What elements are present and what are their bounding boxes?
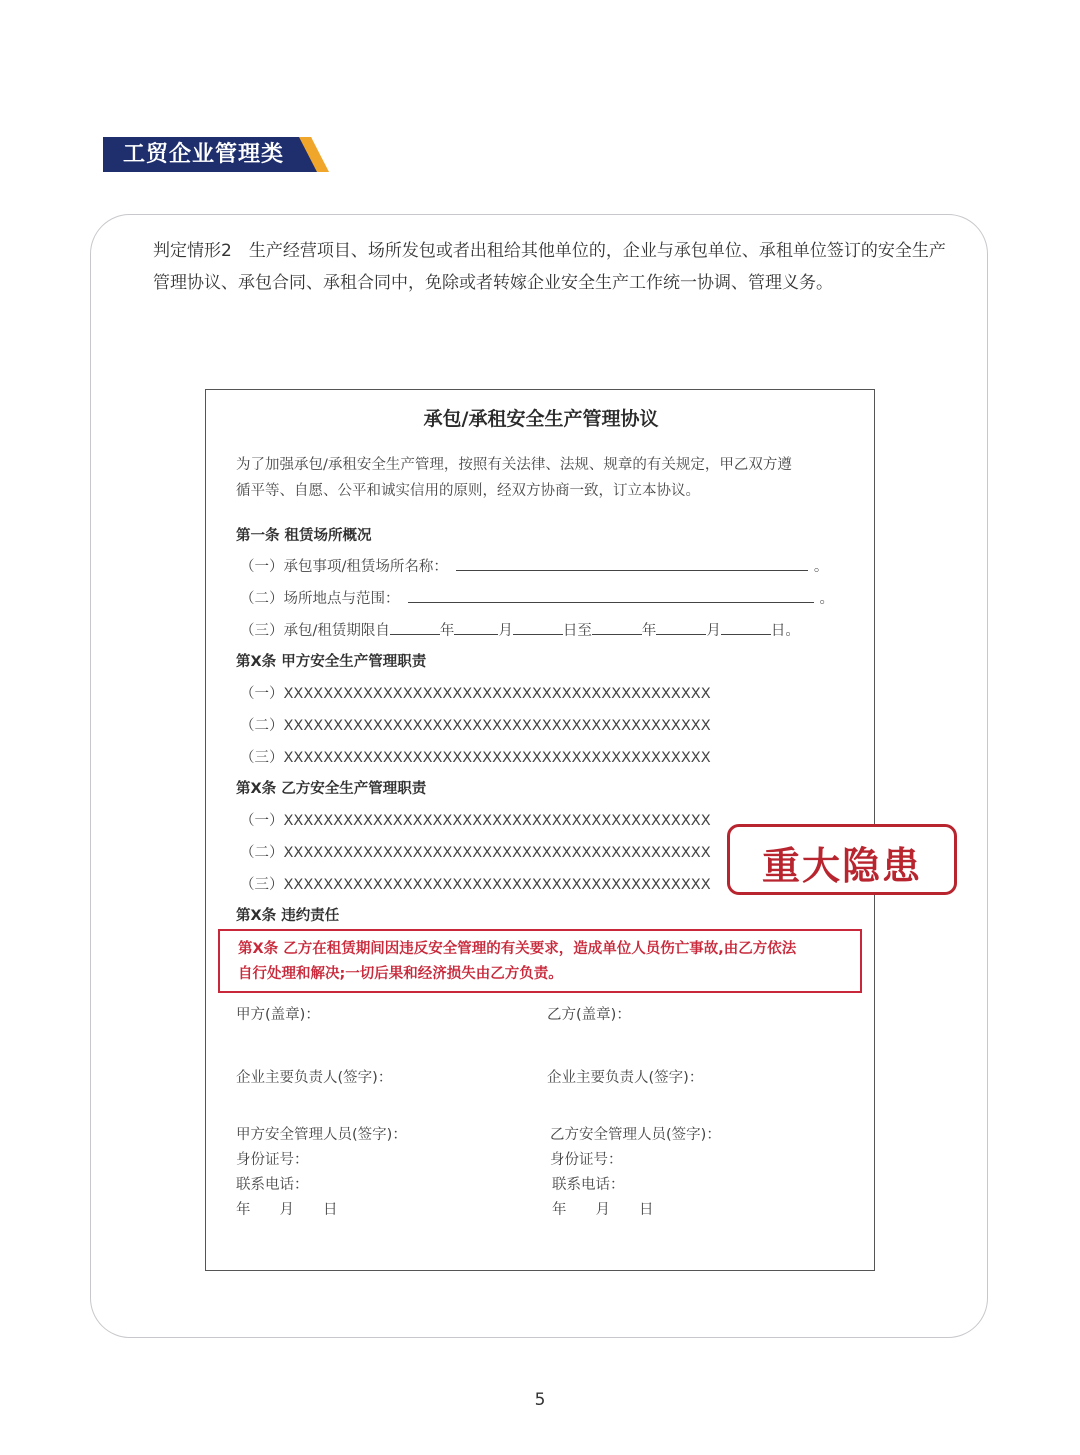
month-label: 月 <box>706 623 721 639</box>
party-a-lead-signature: 企业主要负责人(签字)： <box>236 1070 393 1086</box>
party-b-phone: 联系电话： <box>552 1177 625 1193</box>
section-2-title: 第X条 甲方安全生产管理职责 <box>236 654 427 670</box>
major-hazard-stamp <box>727 824 957 895</box>
section-3-item: （一）XXXXXXXXXXXXXXXXXXXXXXXXXXXXXXXXXXXXXXXXXXX <box>240 813 711 829</box>
day-end-label: 日。 <box>770 623 800 639</box>
highlighted-clause-line-1: 第X条 乙方在租赁期间因违反安全管理的有关要求，造成单位人员伤亡事故,由乙方依法 <box>238 941 797 957</box>
stamp-text: 重大隐患 <box>761 844 922 888</box>
judgement-line-1: 判定情形2 生产经营项目、场所发包或者出租给其他单位的，企业与承包单位、承租单位签订的安全生产 <box>153 241 946 261</box>
party-b-safety-signature: 乙方安全管理人员(签字)： <box>550 1127 721 1143</box>
blank-line <box>721 620 771 635</box>
agreement-preamble <box>236 452 851 504</box>
party-a-safety-signature: 甲方安全管理人员(签字)： <box>236 1127 407 1143</box>
section-3-item: （三）XXXXXXXXXXXXXXXXXXXXXXXXXXXXXXXXXXXXXXXXXXX <box>240 877 711 893</box>
preamble-line-1: 为了加强承包/承租安全生产管理，按照有关法律、法规、规章的有关规定，甲乙双方遵 <box>236 457 792 473</box>
section-2-item: （三）XXXXXXXXXXXXXXXXXXXXXXXXXXXXXXXXXXXXXXXXXXX <box>240 750 711 766</box>
item-1-label: （一）承包事项/租赁场所名称： <box>240 559 448 575</box>
party-a-id-number: 身份证号： <box>236 1152 309 1168</box>
blank-line <box>456 556 808 571</box>
party-a-date: 年 月 日 <box>236 1202 338 1218</box>
day-to-label: 日至 <box>562 623 592 639</box>
judgement-line-2: 管理协议、承包合同、承租合同中，免除或者转嫁企业安全生产工作统一协调、管理义务。 <box>153 273 833 293</box>
party-b-seal: 乙方(盖章)： <box>547 1007 631 1023</box>
section-2-item: （一）XXXXXXXXXXXXXXXXXXXXXXXXXXXXXXXXXXXXXXXXXXX <box>240 686 711 702</box>
blank-line <box>656 620 706 635</box>
highlighted-clause-line-2: 自行处理和解决;一切后果和经济损失由乙方负责。 <box>238 966 563 982</box>
party-a-phone: 联系电话： <box>236 1177 309 1193</box>
section-1-item-3 <box>240 619 800 640</box>
section-3-item: （二）XXXXXXXXXXXXXXXXXXXXXXXXXXXXXXXXXXXXXXXXXXX <box>240 845 711 861</box>
preamble-line-2: 循平等、自愿、公平和诚实信用的原则，经双方协商一致，订立本协议。 <box>236 483 700 499</box>
section-1-item-1 <box>240 555 828 576</box>
highlighted-clause-box <box>218 929 862 993</box>
party-a-seal: 甲方(盖章)： <box>236 1007 320 1023</box>
judgement-text <box>153 235 983 299</box>
blank-line <box>454 620 498 635</box>
period-mark: 。 <box>813 559 829 575</box>
section-header-tag <box>103 137 328 172</box>
item-2-label: （二）场所地点与范围： <box>240 591 400 607</box>
section-1-item-2 <box>240 587 834 608</box>
section-1-title: 第一条 租赁场所概况 <box>236 528 372 544</box>
blank-line <box>390 620 440 635</box>
party-b-date: 年 月 日 <box>552 1202 654 1218</box>
highlighted-clause <box>238 937 853 987</box>
section-2-item: （二）XXXXXXXXXXXXXXXXXXXXXXXXXXXXXXXXXXXXXXXXXXX <box>240 718 711 734</box>
page-number: 5 <box>534 1390 546 1410</box>
month-label: 月 <box>498 623 513 639</box>
blank-line <box>408 588 814 603</box>
section-title: 工贸企业管理类 <box>123 142 285 167</box>
party-b-lead-signature: 企业主要负责人(签字)： <box>547 1070 704 1086</box>
blank-line <box>513 620 563 635</box>
party-b-id-number: 身份证号： <box>550 1152 623 1168</box>
blank-line <box>592 620 642 635</box>
year-label: 年 <box>439 623 455 639</box>
section-3-title: 第X条 乙方安全生产管理职责 <box>236 781 427 797</box>
agreement-title: 承包/承租安全生产管理协议 <box>423 408 659 430</box>
section-4-title: 第X条 违约责任 <box>236 908 340 924</box>
year-label: 年 <box>641 623 657 639</box>
period-mark: 。 <box>819 591 834 607</box>
item-3-label: （三）承包/租赁期限自 <box>240 623 390 639</box>
